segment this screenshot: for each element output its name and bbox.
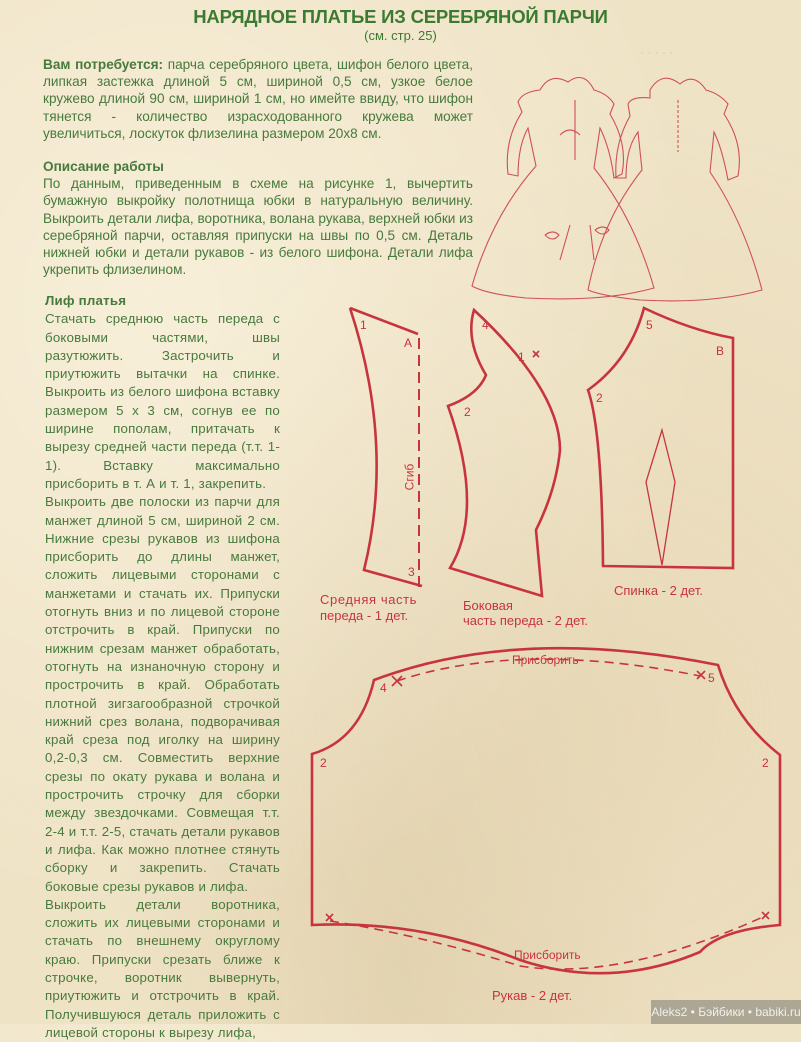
mark-front-side-1: 1: [518, 350, 525, 364]
page-reference: (см. стр. 25): [364, 28, 437, 43]
mark-back-2: 2: [596, 391, 603, 405]
front-side-piece: [448, 310, 560, 596]
back-dart: [646, 430, 675, 565]
mark-front-side-2: 2: [464, 405, 471, 419]
materials-heading: Вам потребуется:: [43, 57, 164, 72]
bleed-through-text: · · · · ·: [640, 45, 674, 59]
mark-sleeve-2-left: 2: [320, 756, 327, 770]
star-marks: [326, 351, 769, 921]
mark-front-center-1: 1: [360, 318, 367, 332]
bodice-paragraph-1: Стачать среднюю часть переда с боковыми частями, швы разутюжить. Застрочить и приутюжить вытачки на спинке. Выкроить из белого шифона вставку размером 5 х 3 см, согнув ее по ширине пополам, притачать к вырезу средней части переда (т.т. 1-1). Вставку максимально присборить в т. А и т. 1, закрепить.: [45, 311, 280, 491]
sleeve-piece: [312, 648, 780, 973]
mark-front-side-4: 4: [482, 318, 489, 332]
mark-sleeve-5: 5: [708, 671, 715, 685]
gather-bottom-label: Присборить: [514, 948, 581, 962]
front-side-label-1: Боковая: [463, 598, 513, 613]
gather-top-label: Присборить: [512, 653, 579, 667]
front-center-label-1: Средняя часть: [320, 592, 418, 607]
watermark: Aleks2 • Бэйбики • babiki.ru: [651, 1000, 801, 1024]
bodice-paragraph-2: Выкроить две полоски из парчи для манжет длиной 5 см, шириной 2 см. Нижние срезы рукавов из шифона присборить до длины манжет, сложить лицевыми сторонами с манжетами и стачать их. Припуски отогнуть вниз и по лицевой стороне отстрочить в край. Припуски по нижним срезам манжет обработать, отогнуть на изнаночную сторону и прострочить в край. Обработать плотной зигзагообразной строчкой нижний срез волана, подворачивая край среза под иголку на ширину 0,2-0,3 см. Совместить верхние срезы по окату рукава и волана и прострочить строчку для сборки между звездочками. Совмещая т.т. 2-4 и т.т. 2-5, стачать детали рукавов и лифа. Как можно плотнее стянуть сборку и закрепить. Стачать боковые срезы рукавов и лифа.: [45, 494, 280, 894]
materials-text: парча серебряного цвета, шифон белого цвета, липкая застежка длиной 5 см, шириной 0,5 см, узкое белое кружево длиной 90 см, шириной 1 см, но имейте ввиду, что шифон тянется - количество израсходованного кружева может увеличиться, лоскуток флизелина размером 20х8 см.: [43, 57, 473, 141]
mark-back-b: В: [716, 344, 725, 358]
back-piece: [588, 308, 733, 568]
fold-label: Сгиб: [402, 463, 417, 491]
gather-lines: [330, 659, 765, 969]
bodice-paragraph-3: Выкроить детали воротника, сложить их лицевыми сторонами и стачать по внешнему округлому краю. Припуски срезать ближе к строчке, воротник вывернуть, приутюжить и отстрочить в край. Получившуюся деталь приложить с лицевой стороны к вырезу лифа,: [45, 896, 280, 1040]
back-label: Спинка - 2 дет.: [614, 583, 703, 598]
dress-illustration: [472, 78, 762, 301]
front-side-label-2: часть переда - 2 дет.: [463, 613, 589, 628]
bodice-heading: Лиф платья: [45, 293, 127, 308]
mark-front-center-a: А: [404, 336, 413, 350]
mark-sleeve-4: 4: [380, 681, 387, 695]
description-text: По данным, приведенным в схеме на рисунке 1, вычертить бумажную выкройку полотнища юбки в натуральную величину. Выкроить детали лифа, воротника, волана рукава, верхней юбки из серебряной парчи, оставляя припуски на швы по 0,5 см. Деталь нижней юбки и детали рукавов - из белого шифона. Детали лифа укрепить флизелином.: [43, 176, 473, 278]
page-title: НАРЯДНОЕ ПЛАТЬЕ ИЗ СЕРЕБРЯНОЙ ПАРЧИ: [193, 6, 608, 27]
sleeve-label: Рукав - 2 дет.: [492, 988, 573, 1003]
mark-front-center-3: 3: [408, 565, 415, 579]
mark-sleeve-2-right: 2: [762, 756, 769, 770]
front-center-label-2: переда - 1 дет.: [320, 608, 409, 623]
description-heading: Описание работы: [43, 159, 164, 174]
pattern-outlines: [312, 308, 780, 973]
mark-back-5: 5: [646, 318, 653, 332]
